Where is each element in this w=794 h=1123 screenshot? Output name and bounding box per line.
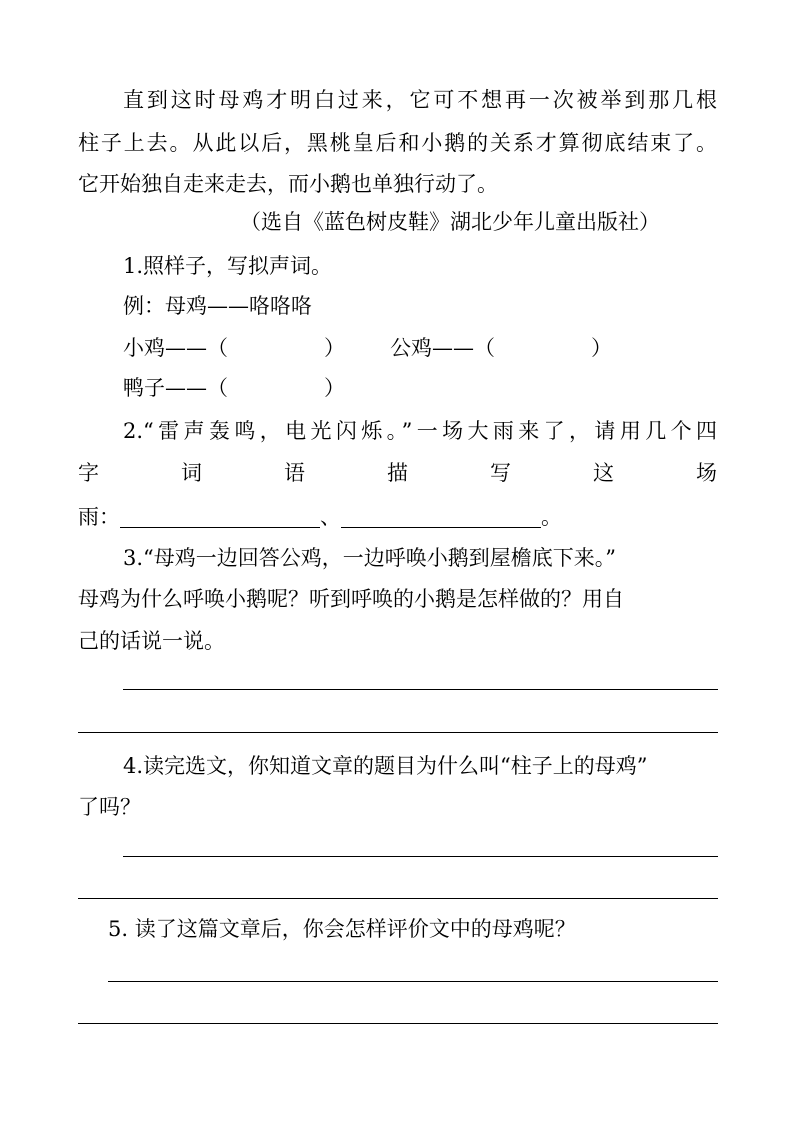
question-1-title: 1.照样子，写拟声词。 xyxy=(123,254,333,278)
q1-item-rooster-close: ） xyxy=(591,336,612,360)
q2-end: 。 xyxy=(541,505,562,529)
passage-line-1: 直到这时母鸡才明白过来，它可不想再一次被举到那几根 xyxy=(123,88,717,112)
q2-answer-blank-2[interactable] xyxy=(341,507,541,528)
q1-item-chick xyxy=(123,334,345,362)
question-3-line-1: 3.“母鸡一边回答公鸡，一边呼唤小鹅到屋檐底下来。” xyxy=(123,546,617,570)
question-2-line-3 xyxy=(78,503,562,531)
q3-answer-line-1[interactable] xyxy=(123,689,718,690)
q1-item-chick-close: ） xyxy=(324,336,345,360)
question-2-line-1: 2.“雷声轰鸣，电光闪烁。”一场大雨来了，请用几个四 xyxy=(123,419,717,443)
q5-answer-line-2[interactable] xyxy=(78,1023,718,1024)
question-4-line-2: 了吗？ xyxy=(78,795,141,819)
question-1-example: 例：母鸡——咯咯咯 xyxy=(123,294,312,318)
passage-line-2: 柱子上去。从此以后，黑桃皇后和小鹅的关系才算彻底结束了。 xyxy=(78,131,717,155)
q2-separator: 、 xyxy=(320,505,341,529)
q4-answer-line-2[interactable] xyxy=(78,898,718,899)
q1-item-duck-label: 鸭子——（ xyxy=(123,376,228,400)
q4-answer-line-1[interactable] xyxy=(123,856,718,857)
q5-answer-line-1[interactable] xyxy=(108,981,718,982)
q2-prefix: 雨： xyxy=(78,505,120,529)
q1-item-chick-label: 小鸡——（ xyxy=(123,336,228,360)
q2-answer-blank-1[interactable] xyxy=(120,507,320,528)
question-3-line-3: 己的话说一说。 xyxy=(78,629,225,653)
question-5-line-1: 5. 读了这篇文章后，你会怎样评价文中的母鸡呢？ xyxy=(108,917,576,941)
question-2-line-2: 字 词 语 描 写 这 场 xyxy=(78,461,717,485)
question-3-line-2: 母鸡为什么呼唤小鹅呢？听到呼唤的小鹅是怎样做的？用自 xyxy=(78,587,624,611)
q1-item-rooster xyxy=(390,334,612,362)
q1-item-duck-close: ） xyxy=(324,376,345,400)
q3-answer-line-2[interactable] xyxy=(78,732,718,733)
q1-item-rooster-label: 公鸡——（ xyxy=(390,336,495,360)
question-4-line-1: 4.读完选文，你知道文章的题目为什么叫“柱子上的母鸡” xyxy=(123,754,648,778)
q1-item-duck xyxy=(123,374,345,402)
passage-source: （选自《蓝色树皮鞋》湖北少年儿童出版社） xyxy=(240,210,660,234)
passage-line-3: 它开始独自走来走去，而小鹅也单独行动了。 xyxy=(78,172,498,196)
